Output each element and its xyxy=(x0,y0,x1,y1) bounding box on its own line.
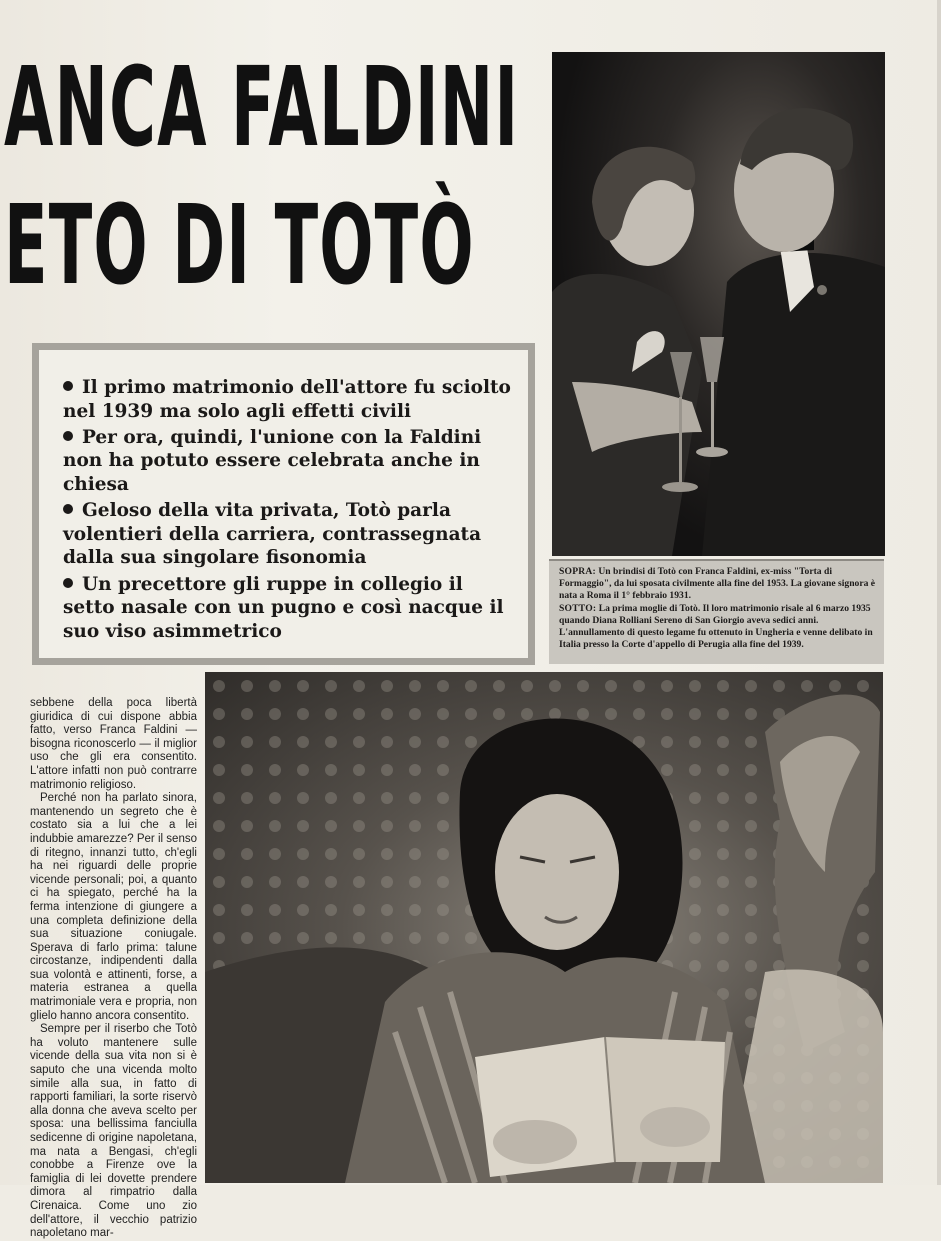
summary-boxout xyxy=(32,343,535,665)
article-paragraph: sebbene della poca libertà giuridica di cui dispone abbia fatto, verso Franca Faldini — bisogna riconoscerlo — il miglior uso che gli era consentito. L'attore infatti non può contrarre matrimonio religioso. xyxy=(30,697,197,791)
caption-sotto xyxy=(559,603,876,652)
boxout-item-text: Il primo matrimonio dell'attore fu sciolto nel 1939 ma solo agli effetti civili xyxy=(63,377,511,422)
bullet-icon xyxy=(63,578,73,588)
photo-toto-faldini-toast xyxy=(552,52,885,556)
bullet-icon xyxy=(63,431,73,441)
headline-line-1: ANCA FALDINI xyxy=(4,43,520,171)
boxout-item xyxy=(63,426,512,497)
boxout-item xyxy=(63,499,512,570)
bullet-icon xyxy=(63,381,73,391)
caption-sotto-label: SOTTO: xyxy=(559,602,597,614)
article-paragraph: Sempre per il riserbo che Totò ha voluto mantenere sulle vicende della sua vita non si è saputo che una vicenda molto simile alla sua, in fatto di rapporti familiari, la sorte riservò alla donna che aveva scelto per sposa: una bellissima fanciulla sedicenne di origine napoletana, ma nata a Bengasi, ch'egli conobbe a Firenze ove la famiglia di lei dovette prendere dimora al rimpatrio dalla Cirenaica. Come uno zio dell'attore, il vecchio patrizio napoletano mar- xyxy=(30,1023,197,1240)
photo-caption xyxy=(549,559,884,664)
caption-sopra xyxy=(559,566,876,603)
page-spine-shadow xyxy=(937,0,941,1185)
caption-sopra-text: Un brindisi di Totò con Franca Faldini, ex-miss "Torta di Formaggio", da lui sposata civilmente alla fine del 1953. La giovane signora è nata a Roma il 1° febbraio 1931. xyxy=(559,566,876,602)
article-body-column xyxy=(30,697,197,1241)
caption-sotto-text: La prima moglie di Totò. Il loro matrimonio risale al 6 marzo 1935 quando Diana Rolliani Sereno di San Giorgio aveva sedici anni. L'annullamento di questo legame fu ottenuto in Ungheria e venne delibato in Italia presso la Corte d'appello di Perugia alla fine del 1939. xyxy=(559,602,873,651)
boxout-item-text: Geloso della vita privata, Totò parla volentieri della carriera, contrassegnata dalla sua singolare fisonomia xyxy=(63,500,482,569)
bullet-icon xyxy=(63,504,73,514)
photo-reading-illustration xyxy=(205,672,883,1183)
photo-first-wife-reading xyxy=(205,672,883,1183)
article-paragraph: Perché non ha parlato sinora, mantenendo un segreto che è costato sia a lui che a lei indubbie amarezze? Per il senso di ritegno, innanzi tutto, ch'egli ha nei riguardi delle proprie vicende personali; poi, a quanto ci ha spiegato, perché ha la ferma intenzione di giungere a una completa definizione della sua situazione coniugale. Sperava di farlo prima: talune circostanze, indipendenti dalla sua volontà e attinenti, forse, a materia estranea a quella matrimoniale vera e propria, non glielo hanno ancora consentito. xyxy=(30,792,197,1022)
photo-toast-illustration xyxy=(552,52,885,556)
boxout-item xyxy=(63,573,512,644)
boxout-item xyxy=(63,376,512,423)
boxout-item-text: Un precettore gli ruppe in collegio il setto nasale con un pugno e così nacque il suo viso asimmetrico xyxy=(63,573,504,642)
headline-line-2: ETO DI TOTÒ xyxy=(4,181,475,309)
caption-sopra-label: SOPRA: xyxy=(559,566,596,577)
boxout-item-text: Per ora, quindi, l'unione con la Faldini non ha potuto essere celebrata anche in chiesa xyxy=(63,426,482,495)
